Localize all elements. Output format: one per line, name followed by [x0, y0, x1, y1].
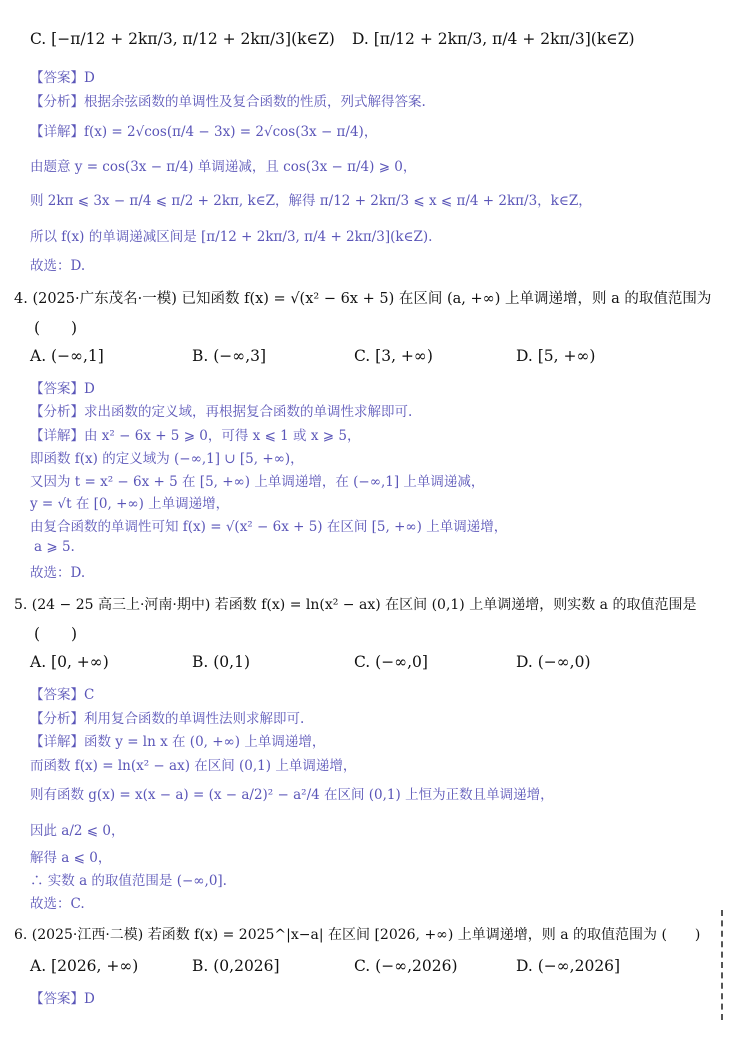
q3-detail-line: 故选：D. [30, 258, 86, 274]
q6-option-d: D. (−∞,2026] [516, 957, 621, 975]
q5-detail-line: 因此 a/2 ⩽ 0， [30, 823, 125, 839]
q4-detail-line: 即函数 f(x) 的定义域为 (−∞,1] ∪ [5, +∞)， [30, 451, 304, 467]
q6-answer: 【答案】D [30, 991, 95, 1007]
q6-stem: 6. (2025·江西·二模) 若函数 f(x) = 2025^|x−a| 在区间 [2026, +∞) 上单调递增，则 a 的取值范围为 ( ) [14, 927, 701, 943]
q5-option-b: B. (0,1) [192, 653, 250, 671]
q5-detail-line: 而函数 f(x) = ln(x² − ax) 在区间 (0,1) 上单调递增， [30, 758, 357, 774]
q5-option-a: A. [0, +∞) [30, 653, 109, 671]
q5-answer-paren: ( ) [34, 625, 78, 643]
q5-detail-line: 故选：C. [30, 896, 85, 912]
q3-option-d: D. [π/12 + 2kπ/3, π/4 + 2kπ/3](k∈Z) [352, 30, 635, 48]
q5-detail-line: 【详解】函数 y = ln x 在 (0, +∞) 上单调递增， [30, 734, 326, 750]
q5-detail-line: 则有函数 g(x) = x(x − a) = (x − a/2)² − a²/4 在区间 (0,1) 上恒为正数且单调递增， [30, 787, 554, 803]
q5-detail-line: ∴ 实数 a 的取值范围是 (−∞,0]. [30, 873, 227, 889]
q5-answer: 【答案】C [30, 687, 95, 703]
q4-detail-line: y = √t 在 [0, +∞) 上单调递增， [30, 496, 230, 512]
q4-detail-line: 故选：D. [30, 565, 86, 581]
q4-detail-line: 由复合函数的单调性可知 f(x) = √(x² − 6x + 5) 在区间 [5, +∞) 上单调递增， [30, 519, 508, 535]
q4-analysis: 【分析】求出函数的定义域，再根据复合函数的单调性求解即可. [30, 404, 413, 420]
q4-detail-line: 又因为 t = x² − 6x + 5 在 [5, +∞) 上单调递增，在 (−∞,1] 上单调递减， [30, 474, 485, 490]
q3-detail-line: 【详解】f(x) = 2√cos(π/4 − 3x) = 2√cos(3x − π/4)， [30, 124, 378, 140]
q3-answer: 【答案】D [30, 70, 95, 86]
q6-option-c: C. (−∞,2026) [354, 957, 458, 975]
q5-option-d: D. (−∞,0) [516, 653, 591, 671]
q3-option-c: C. [−π/12 + 2kπ/3, π/12 + 2kπ/3](k∈Z) [30, 30, 335, 48]
q6-option-a: A. [2026, +∞) [30, 957, 139, 975]
q5-analysis: 【分析】利用复合函数的单调性法则求解即可. [30, 711, 305, 727]
q3-analysis: 【分析】根据余弦函数的单调性及复合函数的性质，列式解得答案. [30, 94, 426, 110]
page-edge-divider [721, 910, 723, 1020]
q5-detail-line: 解得 a ⩽ 0， [30, 850, 112, 866]
q4-option-a: A. (−∞,1] [30, 347, 104, 365]
q3-detail-line: 则 2kπ ⩽ 3x − π/4 ⩽ π/2 + 2kπ, k∈Z，解得 π/12 + 2kπ/3 ⩽ x ⩽ π/4 + 2kπ/3，k∈Z， [30, 193, 592, 209]
q5-option-c: C. (−∞,0] [354, 653, 428, 671]
q4-option-b: B. (−∞,3] [192, 347, 267, 365]
q6-option-b: B. (0,2026] [192, 957, 280, 975]
q5-stem: 5. (24 − 25 高三上·河南·期中) 若函数 f(x) = ln(x² − ax) 在区间 (0,1) 上单调递增，则实数 a 的取值范围是 [14, 597, 697, 613]
q3-detail-line: 所以 f(x) 的单调递减区间是 [π/12 + 2kπ/3, π/4 + 2kπ/3](k∈Z). [30, 229, 433, 245]
q4-stem: 4. (2025·广东茂名·一模) 已知函数 f(x) = √(x² − 6x + 5) 在区间 (a, +∞) 上单调递增，则 a 的取值范围为 [14, 291, 712, 307]
q4-detail-line: 【详解】由 x² − 6x + 5 ⩾ 0，可得 x ⩽ 1 或 x ⩾ 5， [30, 428, 361, 444]
q3-detail-line: 由题意 y = cos(3x − π/4) 单调递减，且 cos(3x − π/4) ⩾ 0， [30, 159, 417, 175]
q4-option-d: D. [5, +∞) [516, 347, 596, 365]
q4-detail-line: a ⩾ 5. [34, 539, 75, 555]
q4-option-c: C. [3, +∞) [354, 347, 433, 365]
q4-answer: 【答案】D [30, 381, 95, 397]
q4-answer-paren: ( ) [34, 319, 78, 337]
